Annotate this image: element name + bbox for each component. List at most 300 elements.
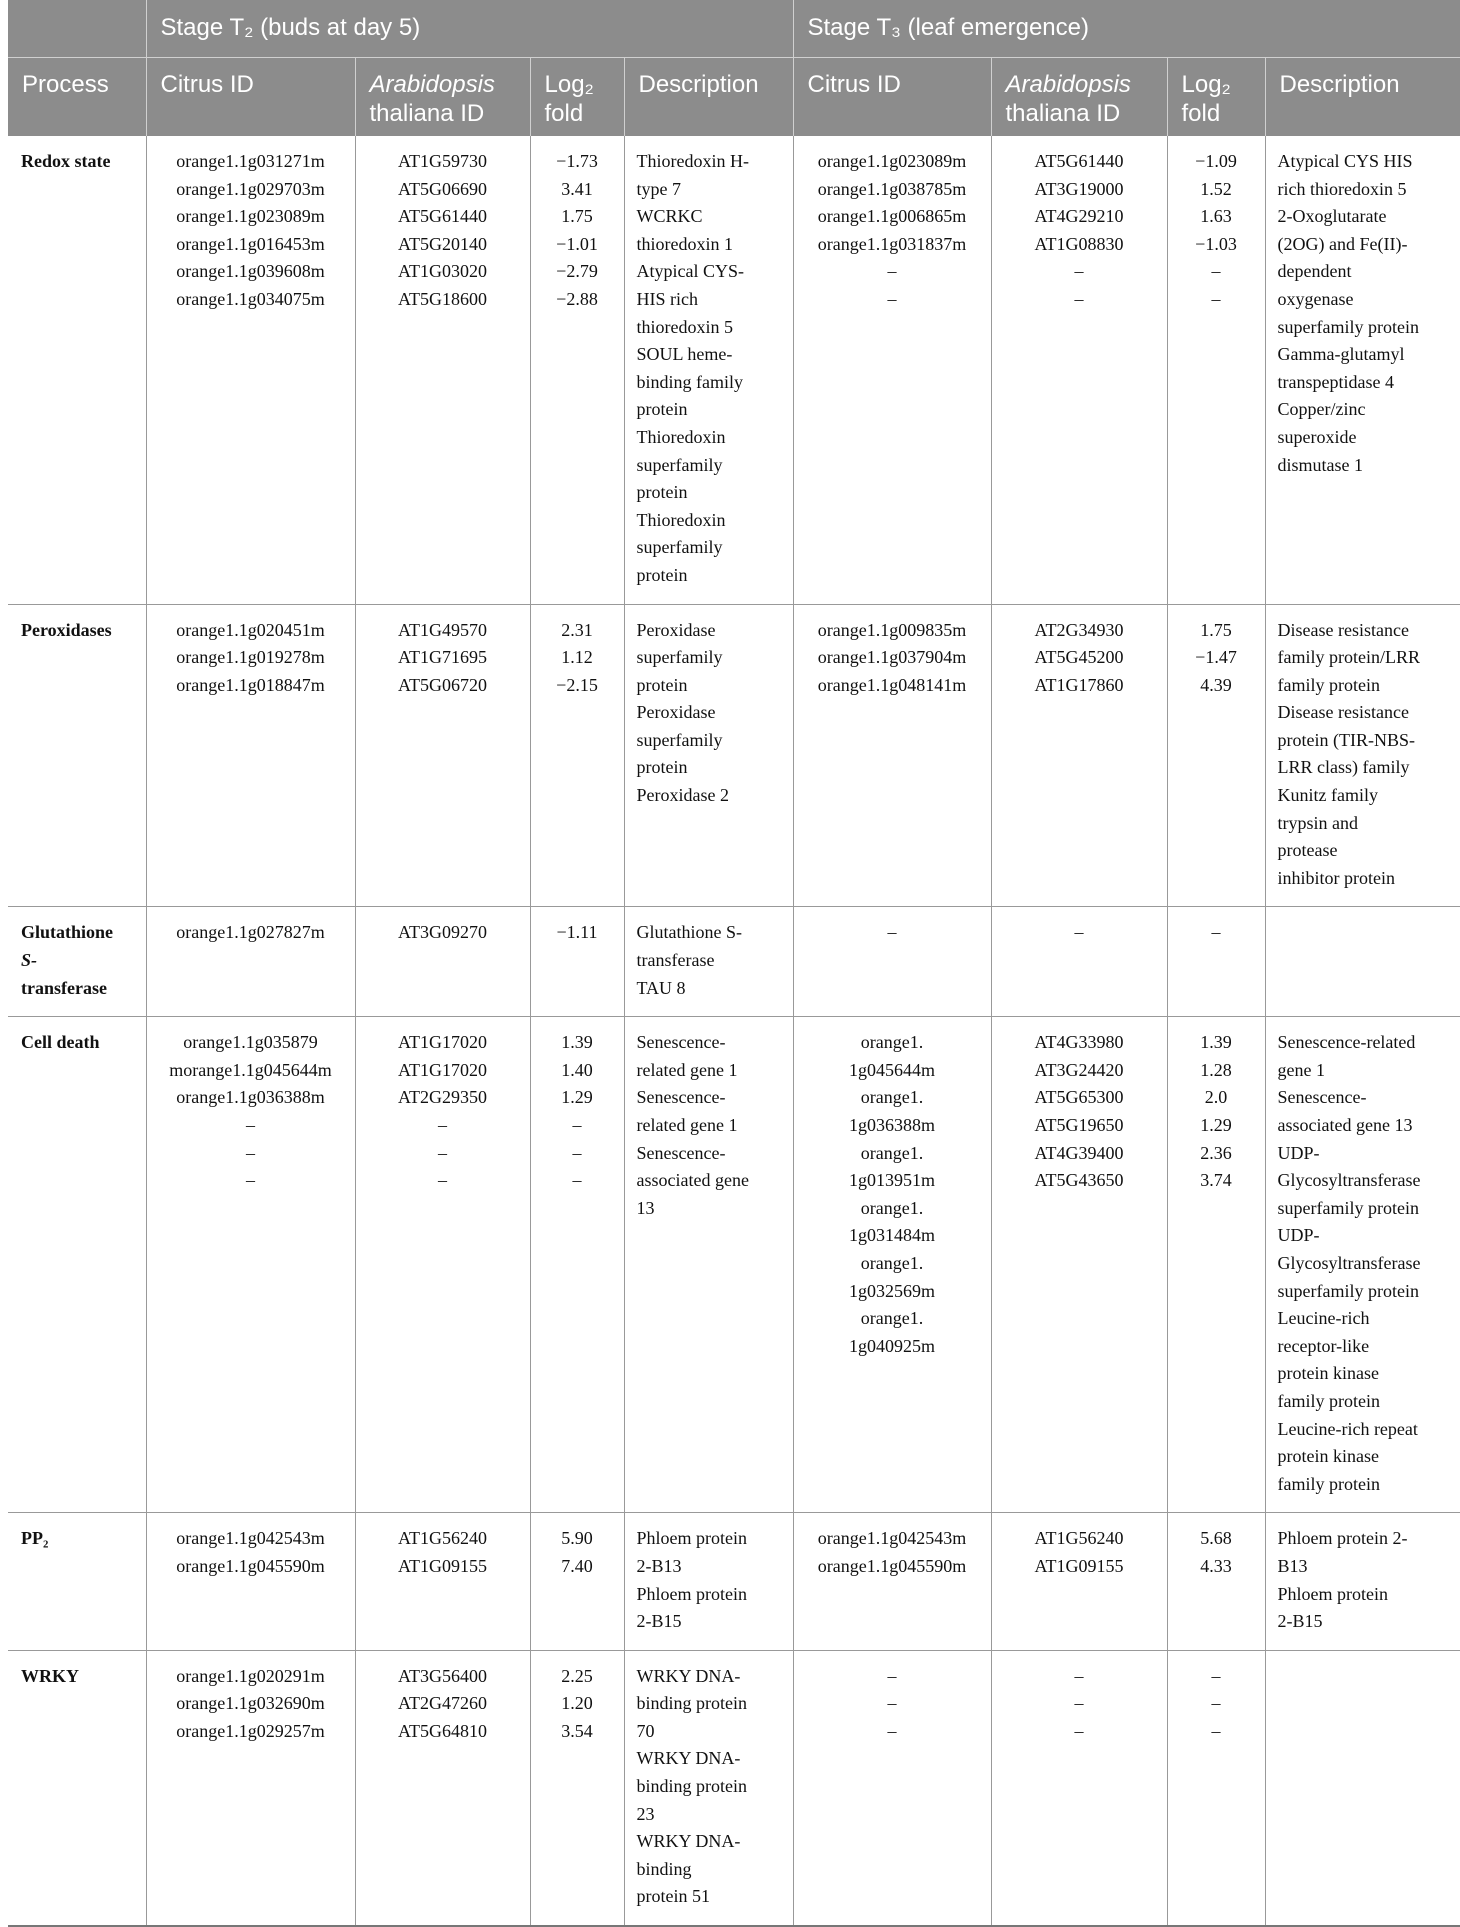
header-t2-arabidopsis-id xyxy=(355,57,530,136)
t2-desc-value: WRKY DNA- xyxy=(636,1665,741,1686)
t3-at-value: AT2G34930 xyxy=(1034,619,1124,640)
t3-log-value: – xyxy=(1211,922,1221,943)
t3-desc-value: oxygenase xyxy=(1277,288,1354,309)
t2-citrus-value: – xyxy=(246,1115,255,1135)
t2-desc-value: superfamily xyxy=(636,729,723,750)
header-log2: Log₂ xyxy=(544,70,594,98)
t3-log-cell xyxy=(1167,1017,1265,1513)
t3-citrus-value: 1g040925m xyxy=(848,1335,935,1356)
process-label-line: transferase xyxy=(21,977,107,998)
t3-desc-value: Gamma-glutamyl xyxy=(1277,344,1405,365)
t3-citrus-value: orange1. xyxy=(860,1197,924,1218)
t2-log-value: −1.01 xyxy=(556,233,598,254)
t3-desc-value: B13 xyxy=(1277,1555,1308,1576)
t3-citrus-value: – xyxy=(887,261,897,282)
t2-log-value: 1.39 xyxy=(561,1032,593,1053)
t2-at-value: AT1G56240 xyxy=(398,1528,487,1549)
t2-at-value: AT1G17020 xyxy=(398,1059,487,1080)
t2-desc-value: 2-B15 xyxy=(636,1611,682,1632)
t3-log-value: – xyxy=(1211,1720,1221,1741)
t3-log-value: 1.39 xyxy=(1200,1032,1232,1053)
t3-citrus-value: orange1.1g038785m xyxy=(817,178,967,199)
process-cell xyxy=(8,1650,146,1926)
t2-log-value: −1.73 xyxy=(556,151,598,171)
t2-desc-value: related gene 1 xyxy=(636,1115,738,1135)
t3-citrus-value: 1g045644m xyxy=(848,1059,935,1080)
t2-desc-value: WCRKC xyxy=(636,206,703,227)
t2-citrus-cell xyxy=(146,136,355,604)
t3-desc-cell xyxy=(1265,1513,1460,1650)
t3-at-value: AT4G39400 xyxy=(1034,1142,1124,1163)
t2-desc-value: Senescence- xyxy=(636,1142,726,1163)
t3-at-cell xyxy=(991,1650,1167,1926)
header-arabidopsis-italic: Arabidopsis xyxy=(1005,70,1131,98)
t2-citrus-value: orange1.1g018847m xyxy=(176,674,325,695)
t2-desc-cell xyxy=(624,136,793,604)
t3-log-value: −1.09 xyxy=(1195,151,1237,171)
t3-desc-value: superfamily protein xyxy=(1277,1197,1419,1218)
t3-desc-value: receptor-like xyxy=(1277,1335,1370,1356)
t3-desc-value: 2-B15 xyxy=(1277,1611,1323,1632)
t3-at-value: – xyxy=(1074,261,1084,282)
t2-citrus-value: orange1.1g027827m xyxy=(176,922,325,943)
process-label: PP₂ xyxy=(21,1528,49,1549)
t2-log-cell xyxy=(530,907,624,1017)
t3-log-value: – xyxy=(1211,261,1221,282)
t2-desc-value: 2-B13 xyxy=(636,1555,682,1576)
t2-desc-value: SOUL heme- xyxy=(636,344,733,365)
t3-desc-value: protein kinase xyxy=(1277,1363,1379,1384)
t3-desc-value: UDP- xyxy=(1277,1142,1320,1163)
header-t2-log2-fold xyxy=(530,57,624,136)
t2-desc-value: Senescence- xyxy=(636,1087,726,1108)
t2-citrus-cell xyxy=(146,907,355,1017)
header-t3-description: Description xyxy=(1265,57,1460,136)
t3-desc-value: Kunitz family xyxy=(1277,785,1378,806)
t2-desc-value: Thioredoxin H- xyxy=(636,151,749,171)
t3-desc-value: Disease resistance xyxy=(1277,702,1409,723)
t3-desc-value: gene 1 xyxy=(1277,1059,1325,1080)
t3-at-value: – xyxy=(1074,922,1084,943)
t2-log-value: 7.40 xyxy=(561,1555,593,1576)
t2-desc-value: superfamily xyxy=(636,454,723,475)
t3-desc-value: Atypical CYS HIS xyxy=(1277,151,1413,171)
t2-at-value: AT1G03020 xyxy=(398,261,487,282)
t3-desc-value: superoxide xyxy=(1277,426,1357,447)
gene-expression-table xyxy=(8,0,1460,1927)
t2-log-cell xyxy=(530,1650,624,1926)
t2-citrus-value: orange1.1g023089m xyxy=(176,206,325,227)
t2-citrus-value: orange1.1g042543m xyxy=(176,1528,325,1549)
t3-at-value: AT1G08830 xyxy=(1034,233,1124,254)
t3-at-value: – xyxy=(1074,1693,1084,1714)
header-t3-log2-fold xyxy=(1167,57,1265,136)
t2-at-value: AT1G59730 xyxy=(398,151,487,171)
t2-desc-value: binding protein xyxy=(636,1776,747,1797)
t3-desc-value: LRR class) family xyxy=(1277,757,1410,778)
t2-desc-value: transferase xyxy=(636,950,715,971)
t3-at-cell xyxy=(991,907,1167,1017)
t2-desc-cell xyxy=(624,1017,793,1513)
t3-citrus-value: 1g036388m xyxy=(848,1115,935,1135)
t2-citrus-value: orange1.1g016453m xyxy=(176,233,325,254)
t2-at-value: – xyxy=(438,1142,447,1163)
t2-at-value: AT5G61440 xyxy=(398,206,487,227)
t3-desc-value: trypsin and xyxy=(1277,812,1358,833)
t2-citrus-cell xyxy=(146,1513,355,1650)
t2-at-value: AT5G20140 xyxy=(398,233,487,254)
t2-at-value: – xyxy=(438,1115,447,1135)
t2-log-value: – xyxy=(572,1142,582,1163)
t3-citrus-value: – xyxy=(887,288,897,309)
t2-citrus-value: orange1.1g039608m xyxy=(176,261,325,282)
t2-log-value: −1.11 xyxy=(556,922,598,943)
t2-log-value: – xyxy=(572,1170,582,1191)
t2-desc-value: binding xyxy=(636,1858,692,1879)
t3-desc-value: Disease resistance xyxy=(1277,619,1409,640)
t3-at-value: – xyxy=(1074,1720,1084,1741)
t2-citrus-cell xyxy=(146,1650,355,1926)
t2-citrus-value: morange1.1g045644m xyxy=(169,1059,332,1080)
header-t3-arabidopsis-id xyxy=(991,57,1167,136)
t3-citrus-value: orange1. xyxy=(860,1142,924,1163)
t2-desc-value: protein xyxy=(636,757,688,778)
t3-desc-value: inhibitor protein xyxy=(1277,867,1395,888)
t3-at-value: AT4G29210 xyxy=(1034,206,1124,227)
t2-at-value: AT1G09155 xyxy=(398,1555,487,1576)
t3-citrus-value: – xyxy=(887,1665,897,1686)
t3-desc-value: protein kinase xyxy=(1277,1446,1379,1467)
header-arabidopsis-italic: Arabidopsis xyxy=(369,70,495,98)
header-arabidopsis-rest: thaliana ID xyxy=(369,99,485,127)
t3-log-value: 4.39 xyxy=(1200,674,1232,695)
table-row xyxy=(8,604,1460,907)
t2-log-value: 2.31 xyxy=(561,619,593,640)
t3-log-cell xyxy=(1167,1650,1265,1926)
t2-log-value: 3.41 xyxy=(561,178,593,199)
t3-desc-value: (2OG) and Fe(II)- xyxy=(1277,233,1408,254)
t3-citrus-value: orange1. xyxy=(860,1032,924,1053)
process-cell xyxy=(8,136,146,604)
t3-desc-value: superfamily protein xyxy=(1277,1280,1419,1301)
t2-desc-value: superfamily xyxy=(636,647,723,668)
header-blank xyxy=(8,0,146,57)
t2-desc-value: WRKY DNA- xyxy=(636,1748,741,1769)
t2-desc-cell xyxy=(624,1650,793,1926)
t2-desc-value: thioredoxin 1 xyxy=(636,233,733,254)
t2-citrus-value: orange1.1g020451m xyxy=(176,619,325,640)
t3-desc-value: rich thioredoxin 5 xyxy=(1277,178,1407,199)
t3-desc-cell xyxy=(1265,1017,1460,1513)
t3-at-value: AT5G65300 xyxy=(1034,1087,1124,1108)
t2-desc-value: protein xyxy=(636,399,688,420)
t2-citrus-value: orange1.1g029703m xyxy=(176,178,325,199)
table-row xyxy=(8,136,1460,604)
t3-desc-value: Leucine-rich repeat xyxy=(1277,1418,1418,1439)
t2-desc-value: Phloem protein xyxy=(636,1583,747,1604)
t2-at-value: AT3G56400 xyxy=(398,1665,487,1686)
table-header xyxy=(8,0,1460,136)
t2-log-value: 2.25 xyxy=(561,1665,593,1686)
t2-desc-value: Thioredoxin xyxy=(636,509,726,530)
t3-log-value: – xyxy=(1211,288,1221,309)
t3-citrus-cell xyxy=(793,1513,991,1650)
t2-log-cell xyxy=(530,136,624,604)
t3-citrus-cell xyxy=(793,136,991,604)
t3-at-cell xyxy=(991,604,1167,907)
t3-citrus-cell xyxy=(793,1017,991,1513)
header-arabidopsis-rest: thaliana ID xyxy=(1005,99,1121,127)
t3-citrus-cell xyxy=(793,604,991,907)
t2-log-value: 5.90 xyxy=(561,1528,593,1549)
t3-log-value: −1.47 xyxy=(1195,647,1237,668)
t2-desc-value: Peroxidase xyxy=(636,619,716,640)
t2-citrus-value: orange1.1g045590m xyxy=(176,1555,325,1576)
t2-citrus-cell xyxy=(146,1017,355,1513)
t2-at-value: AT1G49570 xyxy=(398,619,487,640)
t3-at-value: AT1G17860 xyxy=(1034,674,1124,695)
t3-desc-value: dependent xyxy=(1277,261,1352,282)
t2-log-value: – xyxy=(572,1115,582,1135)
t2-citrus-value: orange1.1g035879 xyxy=(183,1032,318,1053)
t2-log-value: −2.15 xyxy=(556,674,598,695)
t3-citrus-value: 1g031484m xyxy=(848,1225,935,1246)
header-process: Process xyxy=(8,57,146,136)
header-stage-t3: Stage T₃ (leaf emergence) xyxy=(793,0,1460,57)
t3-desc-value: Leucine-rich xyxy=(1277,1308,1370,1329)
t2-desc-value: Glutathione S- xyxy=(636,922,742,943)
t3-log-cell xyxy=(1167,604,1265,907)
table-row xyxy=(8,1017,1460,1513)
header-fold: fold xyxy=(544,99,584,127)
t3-at-value: – xyxy=(1074,288,1084,309)
process-label-line: Glutathione xyxy=(21,922,114,943)
t3-citrus-value: orange1.1g037904m xyxy=(817,647,967,668)
t3-citrus-value: orange1.1g006865m xyxy=(817,206,967,227)
t2-at-value: AT3G09270 xyxy=(398,922,487,943)
t2-at-value: AT5G06720 xyxy=(398,674,487,695)
t3-citrus-value: – xyxy=(887,1720,897,1741)
t2-desc-value: protein xyxy=(636,482,688,503)
t2-at-value: AT5G18600 xyxy=(398,288,487,309)
process-cell xyxy=(8,1017,146,1513)
t3-at-value: AT3G19000 xyxy=(1034,178,1124,199)
t3-desc-cell xyxy=(1265,1650,1460,1926)
t3-citrus-value: – xyxy=(887,1693,897,1714)
process-cell xyxy=(8,1513,146,1650)
header-fold: fold xyxy=(1181,99,1221,127)
t2-at-cell xyxy=(355,1650,530,1926)
t3-at-value: AT3G24420 xyxy=(1034,1059,1124,1080)
t3-citrus-value: orange1.1g031837m xyxy=(817,233,967,254)
header-log2: Log₂ xyxy=(1181,70,1231,98)
t3-log-value: 1.28 xyxy=(1200,1059,1232,1080)
process-label: Cell death xyxy=(21,1032,100,1053)
t2-desc-value: 23 xyxy=(636,1803,655,1824)
t2-desc-value: Thioredoxin xyxy=(636,426,726,447)
process-label-line: S- xyxy=(21,950,38,971)
t2-log-value: −2.79 xyxy=(556,261,598,282)
t3-citrus-value: orange1. xyxy=(860,1087,924,1108)
t3-log-cell xyxy=(1167,907,1265,1017)
t2-citrus-value: orange1.1g036388m xyxy=(176,1087,325,1108)
t3-citrus-value: orange1.1g023089m xyxy=(817,151,967,171)
t3-at-value: AT5G45200 xyxy=(1034,647,1124,668)
t3-at-value: – xyxy=(1074,1665,1084,1686)
t2-citrus-value: orange1.1g019278m xyxy=(176,647,325,668)
table-body xyxy=(8,136,1460,1926)
t2-at-value: – xyxy=(438,1170,447,1191)
t2-desc-value: superfamily xyxy=(636,537,723,558)
t2-log-value: 3.54 xyxy=(561,1720,593,1741)
t2-desc-value: binding protein xyxy=(636,1693,747,1714)
process-label: Peroxidases xyxy=(21,619,112,640)
t3-desc-value: Senescence-related xyxy=(1277,1032,1416,1053)
t3-desc-cell xyxy=(1265,136,1460,604)
t3-citrus-value: orange1.1g009835m xyxy=(817,619,967,640)
t2-desc-value: Atypical CYS- xyxy=(636,261,744,282)
t3-desc-value: Glycosyltransferase xyxy=(1277,1252,1421,1273)
t3-at-cell xyxy=(991,136,1167,604)
t2-desc-cell xyxy=(624,604,793,907)
t3-log-cell xyxy=(1167,1513,1265,1650)
t3-desc-value: family protein/LRR xyxy=(1277,647,1420,668)
t2-desc-value: 70 xyxy=(636,1720,655,1741)
t3-log-value: 5.68 xyxy=(1200,1528,1232,1549)
t2-log-cell xyxy=(530,1017,624,1513)
t2-desc-value: related gene 1 xyxy=(636,1059,738,1080)
t3-log-value: – xyxy=(1211,1665,1221,1686)
t3-desc-value: superfamily protein xyxy=(1277,316,1419,337)
t2-citrus-cell xyxy=(146,604,355,907)
t3-at-value: AT1G09155 xyxy=(1034,1555,1124,1576)
t3-log-value: 1.52 xyxy=(1200,178,1232,199)
t3-desc-value: Copper/zinc xyxy=(1277,399,1366,420)
t3-desc-value: Phloem protein xyxy=(1277,1583,1388,1604)
t3-desc-value: protease xyxy=(1277,840,1338,861)
header-t2-description: Description xyxy=(624,57,793,136)
t3-desc-value: associated gene 13 xyxy=(1277,1115,1413,1135)
t2-desc-value: protein xyxy=(636,564,688,585)
t2-desc-value: type 7 xyxy=(636,178,681,199)
t3-log-cell xyxy=(1167,136,1265,604)
t3-at-value: AT5G43650 xyxy=(1034,1170,1124,1191)
t2-desc-value: Senescence- xyxy=(636,1032,726,1053)
t3-citrus-value: – xyxy=(887,922,897,943)
t3-at-value: AT4G33980 xyxy=(1034,1032,1124,1053)
t2-desc-value: protein xyxy=(636,674,688,695)
t2-citrus-value: orange1.1g034075m xyxy=(176,288,325,309)
t3-desc-value: protein (TIR-NBS- xyxy=(1277,729,1415,750)
t2-log-cell xyxy=(530,604,624,907)
t2-at-value: AT1G71695 xyxy=(398,647,487,668)
t3-citrus-value: orange1.1g042543m xyxy=(817,1528,967,1549)
t2-log-value: 1.29 xyxy=(561,1087,593,1108)
t2-log-value: 1.75 xyxy=(561,206,593,227)
t2-at-cell xyxy=(355,604,530,907)
t2-at-value: AT1G17020 xyxy=(398,1032,487,1053)
t3-at-cell xyxy=(991,1017,1167,1513)
t3-desc-value: Phloem protein 2- xyxy=(1277,1528,1408,1549)
table-row xyxy=(8,1513,1460,1650)
t2-at-cell xyxy=(355,1017,530,1513)
t3-citrus-value: orange1.1g048141m xyxy=(817,674,967,695)
t3-citrus-value: orange1. xyxy=(860,1308,924,1329)
t3-log-value: 4.33 xyxy=(1200,1555,1232,1576)
t3-citrus-value: orange1.1g045590m xyxy=(817,1555,967,1576)
header-t3-citrus-id: Citrus ID xyxy=(793,57,991,136)
t2-desc-cell xyxy=(624,1513,793,1650)
t2-desc-value: TAU 8 xyxy=(636,977,686,998)
t3-desc-value: Glycosyltransferase xyxy=(1277,1170,1421,1191)
t2-log-value: 1.20 xyxy=(561,1693,593,1714)
t3-desc-value: transpeptidase 4 xyxy=(1277,371,1394,392)
t2-desc-value: thioredoxin 5 xyxy=(636,316,733,337)
t2-at-value: AT5G06690 xyxy=(398,178,487,199)
t3-desc-value: family protein xyxy=(1277,1390,1380,1411)
t2-citrus-value: – xyxy=(246,1170,255,1191)
t3-log-value: 1.75 xyxy=(1200,619,1232,640)
t2-log-value: 1.40 xyxy=(561,1059,593,1080)
header-t2-citrus-id: Citrus ID xyxy=(146,57,355,136)
t3-at-cell xyxy=(991,1513,1167,1650)
t2-citrus-value: – xyxy=(246,1142,255,1163)
t2-log-cell xyxy=(530,1513,624,1650)
t3-at-value: AT1G56240 xyxy=(1034,1528,1124,1549)
t3-log-value: 2.0 xyxy=(1204,1087,1228,1108)
t3-desc-value: dismutase 1 xyxy=(1277,454,1363,475)
t2-citrus-value: orange1.1g031271m xyxy=(176,151,325,171)
t3-at-value: AT5G61440 xyxy=(1034,151,1124,171)
t2-at-value: AT5G64810 xyxy=(398,1720,487,1741)
t2-desc-value: Phloem protein xyxy=(636,1528,747,1549)
process-cell xyxy=(8,907,146,1017)
t2-desc-value: 13 xyxy=(636,1197,655,1218)
t3-desc-cell xyxy=(1265,604,1460,907)
t3-desc-value: UDP- xyxy=(1277,1225,1320,1246)
t3-log-value: 1.29 xyxy=(1200,1115,1232,1135)
t2-at-value: AT2G29350 xyxy=(398,1087,487,1108)
t3-desc-cell xyxy=(1265,907,1460,1017)
t3-desc-value: family protein xyxy=(1277,1473,1380,1494)
t2-citrus-value: orange1.1g029257m xyxy=(176,1720,325,1741)
t2-desc-value: WRKY DNA- xyxy=(636,1831,741,1852)
t2-citrus-value: orange1.1g020291m xyxy=(176,1665,325,1686)
t3-at-value: AT5G19650 xyxy=(1034,1115,1124,1135)
t2-desc-value: protein 51 xyxy=(636,1886,710,1907)
table-container xyxy=(8,0,1460,1927)
t3-log-value: 2.36 xyxy=(1200,1142,1232,1163)
t3-citrus-cell xyxy=(793,1650,991,1926)
t2-citrus-value: orange1.1g032690m xyxy=(176,1693,325,1714)
process-label: WRKY xyxy=(21,1665,79,1686)
t2-at-cell xyxy=(355,136,530,604)
process-label: Redox state xyxy=(21,151,111,171)
t3-desc-value: Senescence- xyxy=(1277,1087,1367,1108)
t2-desc-value: Peroxidase 2 xyxy=(636,785,729,806)
t2-desc-value: associated gene xyxy=(636,1170,749,1191)
t2-desc-value: binding family xyxy=(636,371,743,392)
table-row xyxy=(8,1650,1460,1926)
t3-desc-value: 2-Oxoglutarate xyxy=(1277,206,1387,227)
t2-desc-value: Peroxidase xyxy=(636,702,716,723)
t2-log-value: 1.12 xyxy=(561,647,593,668)
t2-desc-value: HIS rich xyxy=(636,288,698,309)
table-row xyxy=(8,907,1460,1017)
t2-desc-cell xyxy=(624,907,793,1017)
process-cell xyxy=(8,604,146,907)
t3-citrus-value: orange1. xyxy=(860,1252,924,1273)
